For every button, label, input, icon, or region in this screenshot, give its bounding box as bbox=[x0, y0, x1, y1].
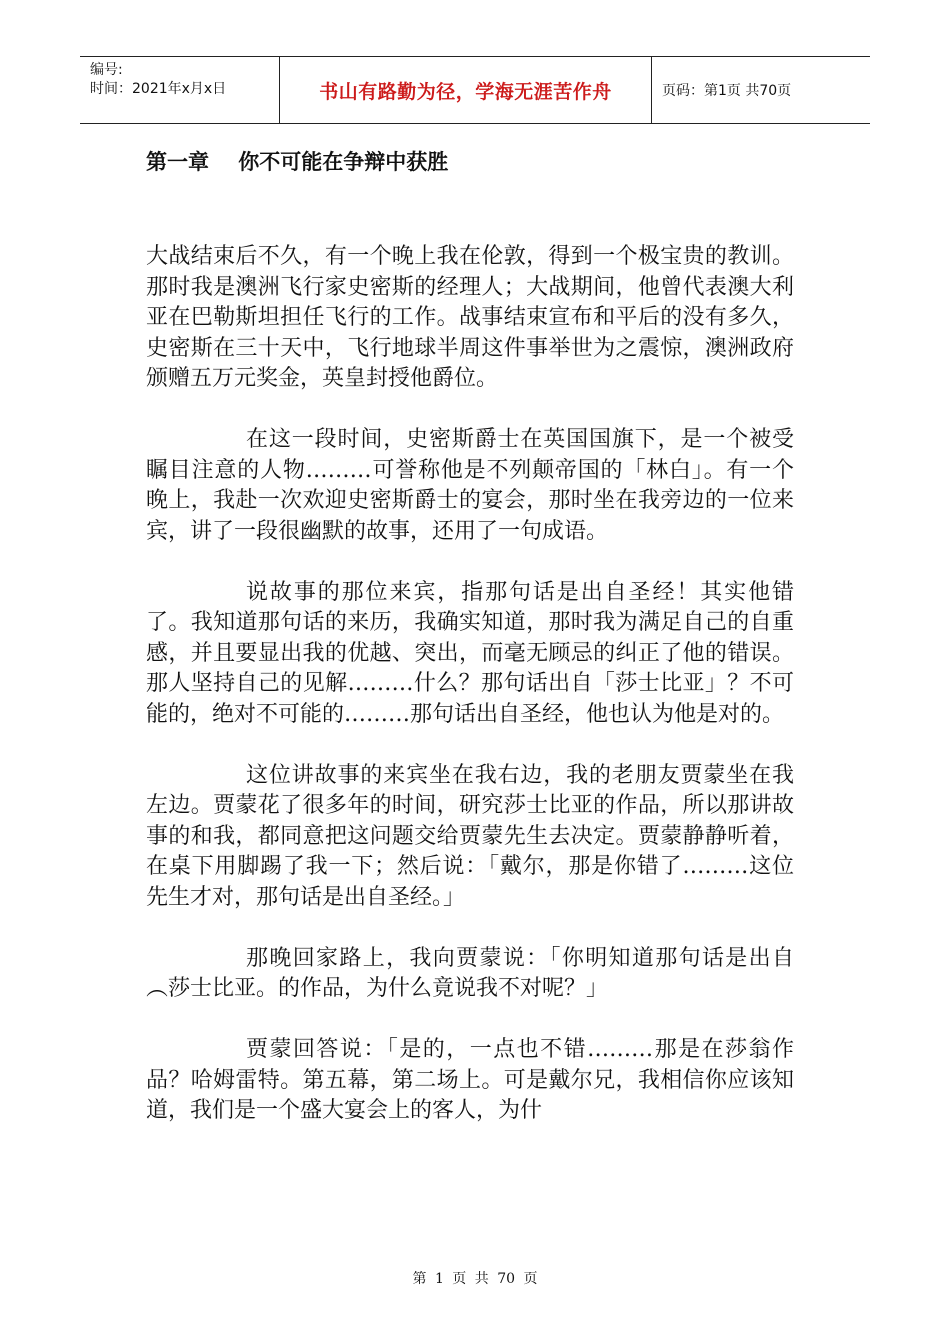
chapter-title: 第一章 你不可能在争辩中获胜 bbox=[146, 150, 449, 174]
page-footer: 第 1 页 共 70 页 bbox=[412, 1271, 538, 1287]
header-motto: 书山有路勤为径，学海无涯苦作舟 bbox=[280, 57, 652, 123]
paragraph: 大战结束后不久，有一个晚上我在伦敦，得到一个极宝贵的教训。那时我是澳洲飞行家史密斯的经理人；大战期间，他曾代表澳大利亚在巴勒斯坦担任飞行的工作。战事结束宣布和平后的没有多久，史密斯在三十天中，飞行地球半周这件事举世为之震惊，澳洲政府颁赠五万元奖金，英皇封授他爵位。 bbox=[146, 244, 794, 391]
paragraph: 那晚回家路上，我向贾蒙说：「你明知道那句话是出自︵莎士比亚。的作品，为什么竟说我不对呢？」 bbox=[146, 945, 794, 1001]
paragraph: 这位讲故事的来宾坐在我右边，我的老朋友贾蒙坐在我左边。贾蒙花了很多年的时间，研究莎士比亚的作品，所以那讲故事的和我，都同意把这问题交给贾蒙先生去决定。贾蒙静静听着，在桌下用脚踢了我一下；然后说：「戴尔，那是你错了………这位先生才对，那句话是出自圣经。」 bbox=[146, 762, 794, 910]
date-label: 时间：2021年x月x日 bbox=[90, 81, 227, 97]
serial-number-label: 编号: bbox=[90, 62, 123, 78]
page-header bbox=[80, 56, 870, 124]
paragraph: 贾蒙回答说：「是的，一点也不错………那是在莎翁作品？哈姆雷特。第五幕，第二场上。可是戴尔兄，我相信你应该知道，我们是一个盛大宴会上的客人，为什 bbox=[146, 1037, 794, 1123]
paragraph: 在这一段时间，史密斯爵士在英国国旗下，是一个被受瞩目注意的人物………可誉称他是不列颠帝国的「林白」。有一个晚上，我赴一次欢迎史密斯爵士的宴会，那时坐在我旁边的一位来宾，讲了一段很幽默的故事，还用了一句成语。 bbox=[146, 427, 794, 544]
paragraph: 说故事的那位来宾，指那句话是出自圣经！其实他错了。我知道那句话的来历，我确实知道，那时我为满足自己的自重感，并且要显出我的优越、突出，而毫无顾忌的纠正了他的错误。那人坚持自己的见解………什么？那句话出自「莎士比亚」？不可能的，绝对不可能的………那句话出自圣经，他也认为他是对的。 bbox=[146, 579, 794, 727]
document-body bbox=[146, 242, 794, 1157]
header-page-info: 页码：第1页 共70页 bbox=[662, 83, 792, 99]
header-meta bbox=[80, 57, 280, 123]
